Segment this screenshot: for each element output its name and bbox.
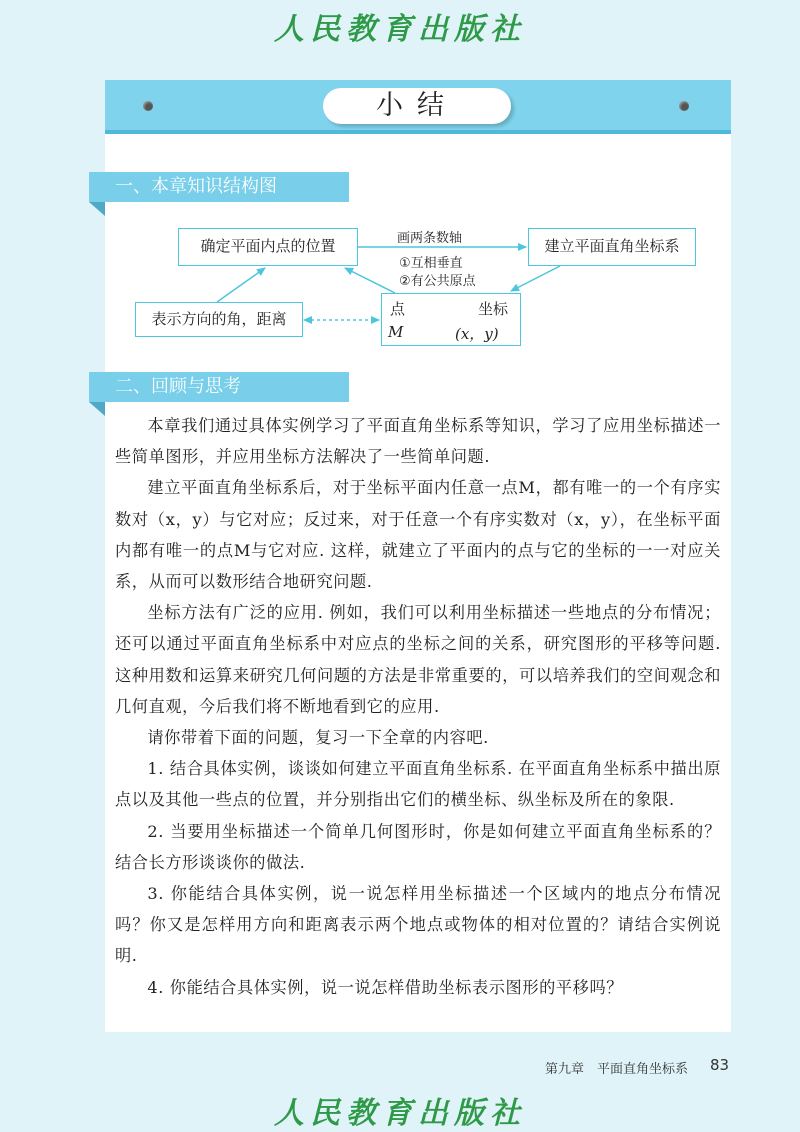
paragraph-coordinate-system: 建立平面直角坐标系后，对于坐标平面内任意一点M，都有唯一的一个有序实数对（x，y）与它对应；反过来，对于任意一个有序实数对（x，y），在坐标平面内都有唯一的点M与它对应. 这样，就建立了平面内的点与它的坐标的一一对应关系，从而可以数形结合地研究问题. xyxy=(115,478,721,592)
point-label: 点 xyxy=(390,300,406,318)
page-number: 83 xyxy=(710,1056,730,1074)
box-determine-position: 确定平面内点的位置 xyxy=(178,228,358,266)
page-title: 小结 xyxy=(323,88,511,124)
paragraph-applications: 坐标方法有广泛的应用. 例如，我们可以利用坐标描述一些地点的分布情况；还可以通过平面直角坐标系中对应点的坐标之间的关系，研究图形的平移等问题. 这种用数和运算来研究几何问题的方法是非常重要的，可以培养我们的空间观念和几何直观，今后我们将不断地看到它的应用. xyxy=(115,603,721,716)
box-point-coordinate xyxy=(381,293,521,346)
condition-perpendicular: ①互相垂直 xyxy=(399,256,463,271)
arrow-direction-to-position xyxy=(217,268,265,302)
page-content xyxy=(105,80,731,1032)
coordinate-symbol: (x，y) xyxy=(455,325,499,343)
section-heading-review: 二、回顾与思考 xyxy=(89,372,349,402)
condition-common-origin: ②有公共原点 xyxy=(399,274,476,289)
knowledge-structure-diagram xyxy=(105,80,731,380)
arrow-system-to-point xyxy=(511,266,560,291)
box-direction-distance: 表示方向的角，距离 xyxy=(135,302,303,337)
publisher-logo-top: 人民教育出版社 xyxy=(274,12,526,47)
paragraph-intro: 本章我们通过具体实例学习了平面直角坐标系等知识，学习了应用坐标描述一些简单图形，并应用坐标方法解决了一些简单问题. xyxy=(115,416,721,467)
question-3: 3. 你能结合具体实例，说一说怎样用坐标描述一个区域内的地点分布情况吗？你又是怎样用方向和距离表示两个地点或物体的相对位置的？请结合实例说明. xyxy=(115,884,721,966)
publisher-logo-bottom: 人民教育出版社 xyxy=(274,1096,526,1131)
coordinate-label: 坐标 xyxy=(478,300,509,318)
chapter-label: 第九章 平面直角坐标系 xyxy=(545,1062,689,1077)
question-2: 2. 当要用坐标描述一个简单几何图形时，你是如何建立平面直角坐标系的？结合长方形谈谈你的做法. xyxy=(115,821,721,872)
arrow-label-two-axes: 画两条数轴 xyxy=(397,231,463,246)
point-symbol: M xyxy=(388,323,404,341)
section-heading-structure: 一、本章知识结构图 xyxy=(89,172,349,202)
arrow-point-to-position xyxy=(345,268,395,293)
paragraph-review-prompt: 请你带着下面的问题，复习一下全章的内容吧. xyxy=(147,728,489,748)
review-text xyxy=(115,410,721,1003)
question-1: 1. 结合具体实例，谈谈如何建立平面直角坐标系. 在平面直角坐标系中描出原点以及其他一些点的位置，并分别指出它们的横坐标、纵坐标及所在的象限. xyxy=(115,759,721,810)
box-establish-system: 建立平面直角坐标系 xyxy=(528,228,696,266)
question-4: 4. 你能结合具体实例，说一说怎样借助坐标表示图形的平移吗？ xyxy=(147,977,624,997)
